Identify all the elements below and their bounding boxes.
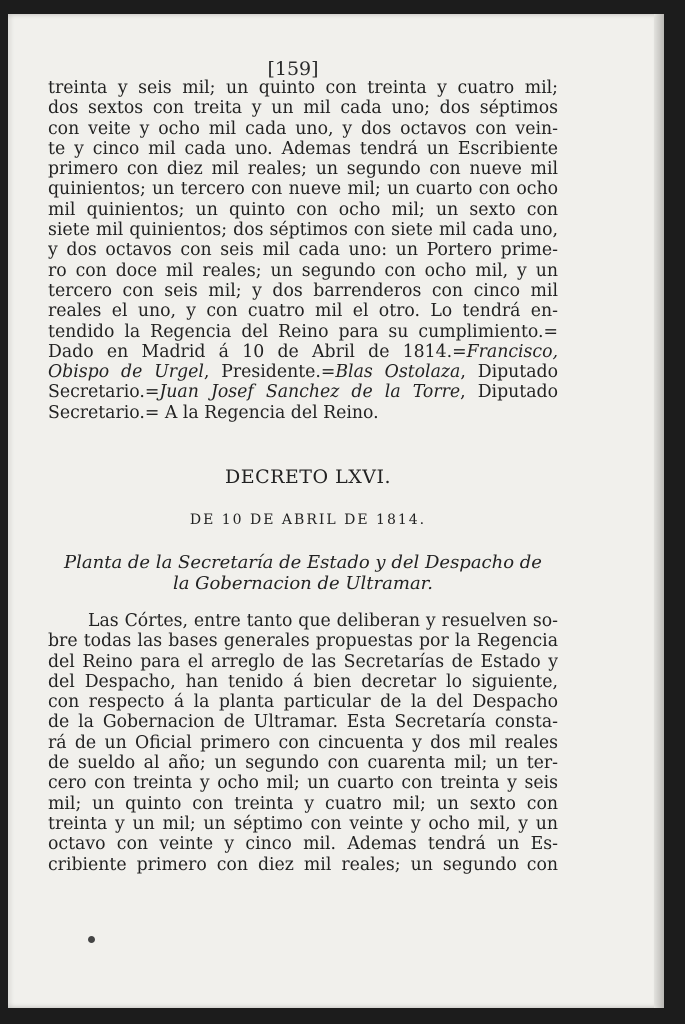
subtitle-line: la Gobernacion de Ultramar.	[172, 573, 434, 594]
text-line: quinientos; un tercero con nueve mil; un cuarto con ocho	[48, 179, 558, 200]
text-line: rá de un Oficial primero con cincuenta y dos mil reales	[48, 732, 558, 753]
text-line: del Despacho, han tenido á bien decretar lo siguiente,	[48, 671, 558, 692]
page-spine-shadow	[654, 14, 664, 1008]
page-number: [159]	[267, 58, 319, 80]
text-line: de la Gobernacion de Ultramar. Esta Secretaría consta-	[48, 712, 558, 733]
subtitle-line: Planta de la Secretaría de Estado y del Despacho de	[64, 552, 542, 573]
text-line: mil quinientos; un quinto con ocho mil; un sexto con	[48, 199, 558, 220]
decree-title: DECRETO LXVI.	[224, 466, 391, 488]
text-line: con respecto á la planta particular de la del Despacho	[48, 692, 558, 713]
text-line: del Reino para el arreglo de las Secretarías de Estado y	[48, 651, 558, 672]
signature-line	[48, 362, 558, 382]
text-line: te y cinco mil cada uno. Ademas tendrá un Escribiente	[48, 138, 558, 159]
text-line: treinta y seis mil; un quinto con treinta y cuatro mil;	[48, 78, 558, 98]
signature-line: Secretario.= A la Regencia del Reino.	[48, 402, 379, 423]
text-line: ro con doce mil reales; un segundo con ocho mil, y un	[48, 260, 558, 281]
text-line: siete mil quinientos; dos séptimos con siete mil cada uno,	[48, 220, 558, 241]
signature-name: Francisco,	[466, 341, 558, 362]
text-line: primero con diez mil reales; un segundo con nueve mil	[48, 159, 558, 180]
decree-date: DE 10 DE ABRIL DE 1814.	[189, 512, 427, 528]
decree-body	[48, 611, 558, 875]
signature-line	[48, 342, 558, 362]
signature-name: Obispo de Urgel	[48, 362, 204, 383]
decree-subtitle	[48, 552, 558, 594]
text-line: octavo con veinte y cinco mil. Ademas tendrá un Es-	[48, 834, 558, 855]
signature-text: , Diputado	[460, 362, 558, 383]
signature-text: Secretario.=	[48, 382, 160, 403]
text-line: dos sextos con treita y un mil cada uno; dos séptimos	[48, 98, 558, 119]
text-line: cero con treinta y ocho mil; un cuarto con treinta y seis	[48, 773, 558, 794]
paragraph-continued	[48, 78, 558, 423]
signature-name: Juan Josef Sanchez de la Torre	[159, 382, 461, 403]
text-line: con veite y ocho mil cada uno, y dos octavos con vein-	[48, 118, 558, 139]
text-line: y dos octavos con seis mil cada uno: un Portero prime-	[48, 240, 558, 261]
text-line: treinta y un mil; un séptimo con veinte y ocho mil, y un	[48, 813, 558, 834]
text-line: tendido la Regencia del Reino para su cumplimiento.=	[48, 321, 558, 342]
signature-text: Dado en Madrid á 10 de Abril de 1814.=	[48, 341, 467, 362]
signature-name: Blas Ostolaza	[335, 362, 461, 383]
text-line: tercero con seis mil; y dos barrenderos con cinco mil	[48, 280, 558, 301]
text-line: bre todas las bases generales propuestas por la Regencia	[48, 631, 558, 652]
text-line: cribiente primero con diez mil reales; un segundo con	[48, 854, 558, 875]
book-page	[8, 14, 664, 1008]
text-line: Las Córtes, entre tanto que deliberan y resuelven so-	[88, 611, 558, 631]
signature-text: , Diputado	[460, 382, 558, 403]
text-line: mil; un quinto con treinta y cuatro mil; un sexto con	[48, 793, 558, 814]
text-line: reales el uno, y con cuatro mil el otro. Lo tendrá en-	[48, 301, 558, 322]
text-line: de sueldo al año; un segundo con cuarenta mil; un ter-	[48, 753, 558, 774]
signature-line	[48, 382, 558, 402]
ink-spot	[88, 936, 95, 943]
signature-text: , Presidente.=	[203, 362, 336, 383]
